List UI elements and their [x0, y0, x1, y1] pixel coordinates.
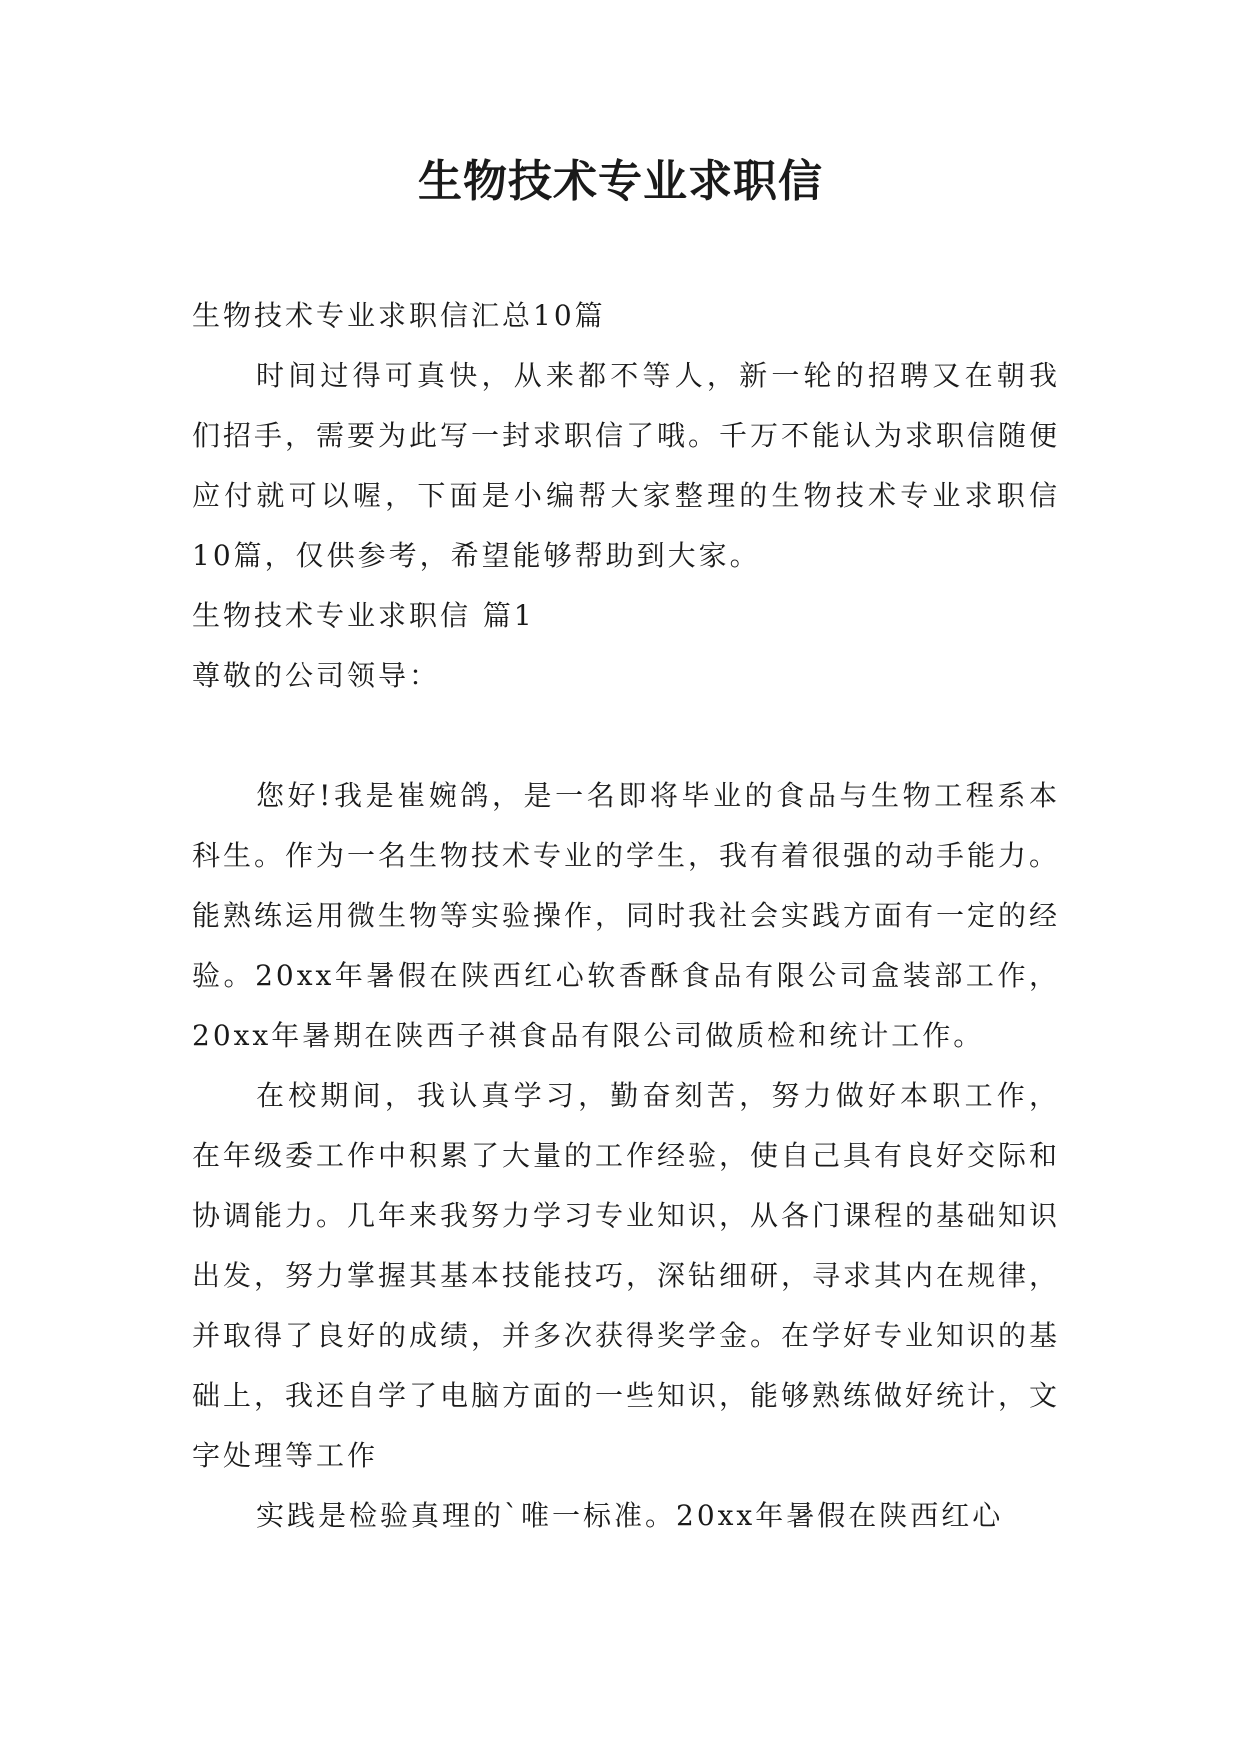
salutation: 尊敬的公司领导：: [192, 659, 441, 692]
body-paragraph-1: 您好!我是崔婉鸽，是一名即将毕业的食品与生物工程系本科生。作为一名生物技术专业的学生，我有着很强的动手能力。能熟练运用微生物等实验操作，同时我社会实践方面有一定的经验。20xx年暑假在陕西红心软香酥食品有限公司盒装部工作，20xx年暑期在陕西子祺食品有限公司做质检和统计工作。: [192, 779, 1061, 1052]
body-paragraph-3: 实践是检验真理的`唯一标准。20xx年暑假在陕西红心: [256, 1499, 1004, 1532]
intro-paragraph: 时间过得可真快，从来都不等人，新一轮的招聘又在朝我们招手，需要为此写一封求职信了哦。千万不能认为求职信随便应付就可以喔，下面是小编帮大家整理的生物技术专业求职信10篇，仅供参考，希望能够帮助到大家。: [192, 359, 1061, 572]
document-body: [192, 286, 1060, 1546]
document-title: 生物技术专业求职信: [418, 156, 823, 207]
section-heading-1: 生物技术专业求职信 篇1: [192, 599, 535, 632]
body-paragraph-2: 在校期间，我认真学习，勤奋刻苦，努力做好本职工作，在年级委工作中积累了大量的工作经验，使自己具有良好交际和协调能力。几年来我努力学习专业知识，从各门课程的基础知识出发，努力掌握其基本技能技巧，深钻细研，寻求其内在规律，并取得了良好的成绩，并多次获得奖学金。在学好专业知识的基础上，我还自学了电脑方面的一些知识，能够熟练做好统计，文字处理等工作: [192, 1079, 1061, 1472]
summary-heading: 生物技术专业求职信汇总10篇: [192, 299, 606, 332]
